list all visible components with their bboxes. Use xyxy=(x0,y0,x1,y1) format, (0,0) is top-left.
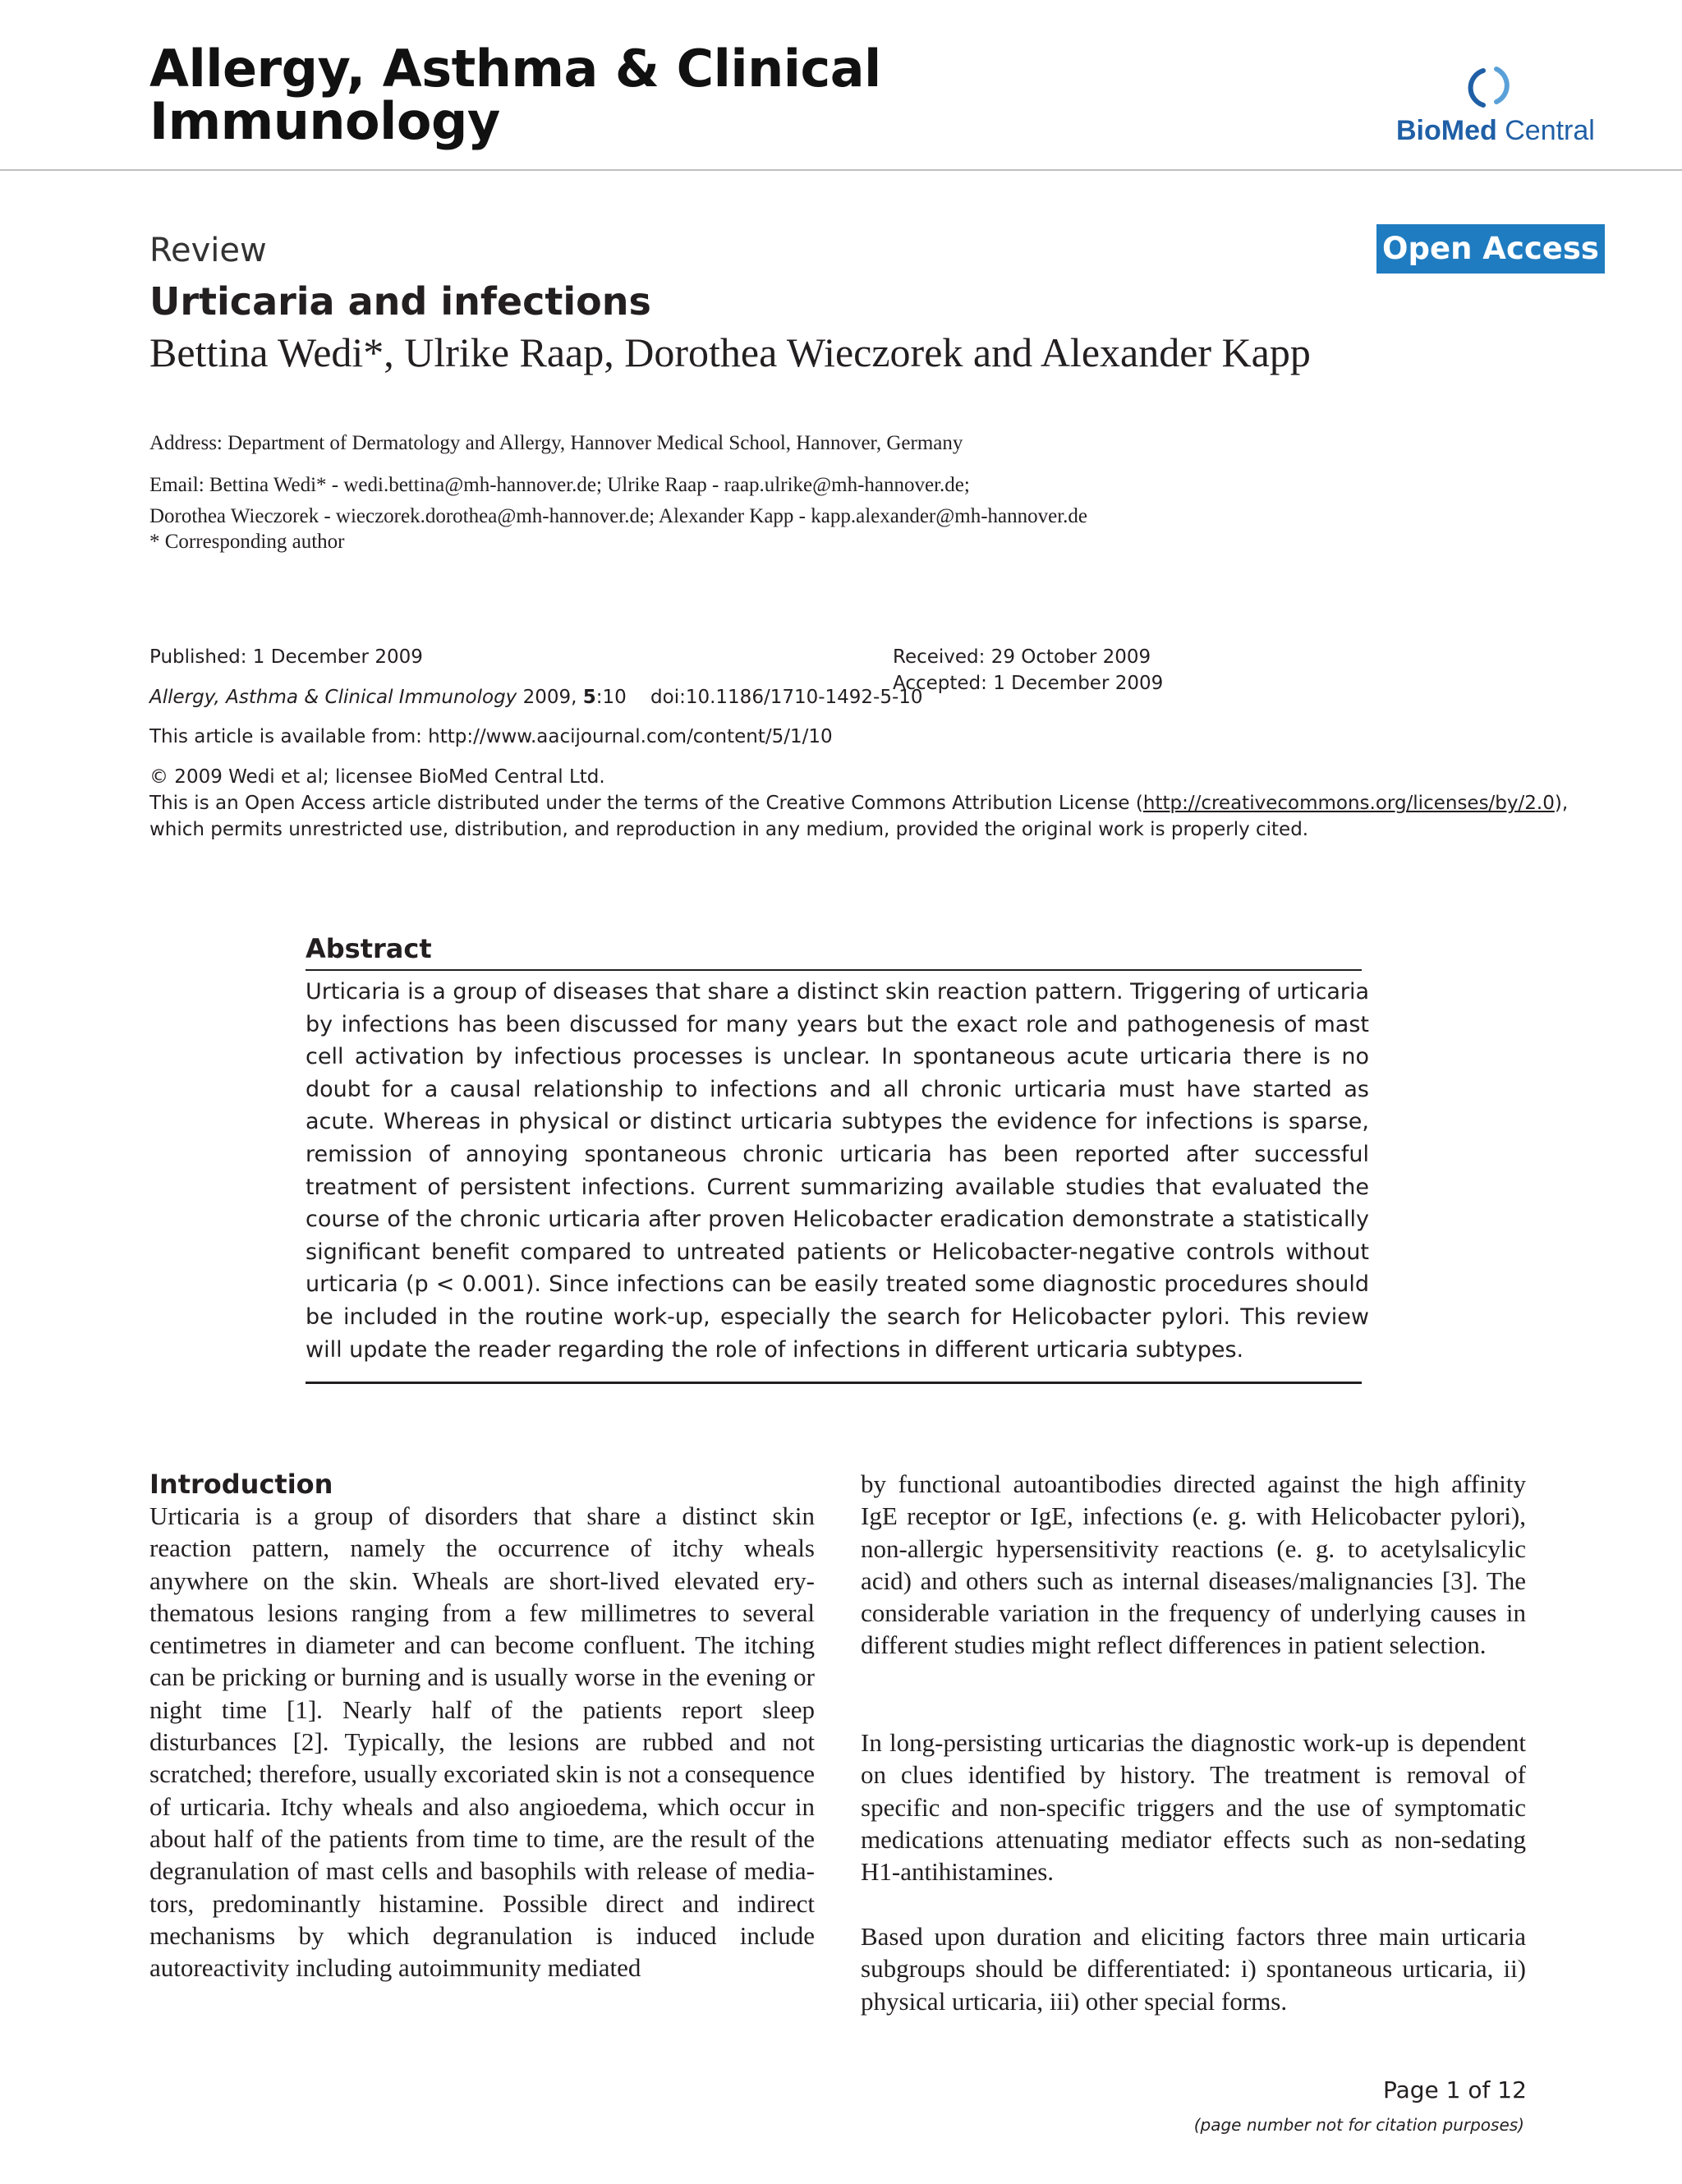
license-text-before: This is an Open Access article distributed under the terms of the Creative Commons Attribution License ( xyxy=(149,793,1143,814)
accepted-date: Accepted: 1 December 2009 xyxy=(893,673,1164,694)
abstract-text: Urticaria is a group of diseases that share a distinct skin reaction pattern. Triggering of urticaria by infections has been discussed for many years but the exact role and pathogenesis of mast cell activation by infectious processes is unclear. In spontaneous acute urticaria there is no doubt for a causal relationship to infections and all chronic urticaria must have started as acute. Whereas in physical or distinct urticaria subtypes the evidence for infections is sparse, remission of annoying spontaneous chronic urticaria has been reported after successful treatment of persistent infections. Current summarizing available studies that evaluated the course of the chronic urticaria after proven Helicobacter eradication demonstrate a statistically significant benefit compared to untreated patients or Helicobacter-negative controls without urticaria (p < 0.001). Since infections can be easily treated some diagnostic procedures should be included in the routine work-up, especially the search for Helicobacter pylori. This review will update the reader regarding the role of infections in different urticaria subtypes. xyxy=(306,979,1370,1363)
right-column-paragraph-2: In long-persisting urticarias the diagnostic work-up is dependent on clues identified by history. The treatment is removal of specific and non-specific triggers and the use of symptomatic medications attenuating mediator effects such as non-sedating H1-antihistamines. xyxy=(861,1728,1526,1887)
received-date: Received: 29 October 2009 xyxy=(893,646,1151,668)
page-number-note: (page number not for citation purposes) xyxy=(1193,2115,1524,2135)
citation-doi: :10 doi:10.1186/1710-1492-5-10 xyxy=(595,687,923,708)
license-text-after: ), xyxy=(1554,793,1569,814)
corresponding-author-note: * Corresponding author xyxy=(149,531,345,553)
abstract-heading: Abstract xyxy=(306,933,432,964)
citation-year: 2009, xyxy=(517,687,583,708)
publisher-name-rest: Central xyxy=(1496,115,1595,146)
right-column-paragraph-1: by functional autoantibodies directed against the high affinity IgE receptor or IgE, infections (e. g. with Helicobacter pylori), non-allergic hypersensitivity reactions (e. g. to acetylsalicylic acid) and others such as internal diseases/malignancies [3]. The considerable variation in the frequency of underlying causes in different studies might reflect differences in patient selection. xyxy=(861,1469,1526,1660)
publisher-name xyxy=(1396,115,1595,147)
article-url-line: This article is available from: http://www.aacijournal.com/content/5/1/10 xyxy=(149,726,833,747)
right-column-paragraph-3: Based upon duration and eliciting factors three main urticaria subgroups should be differentiated: i) spontaneous urticaria, ii) physical urticaria, iii) other special forms. xyxy=(861,1922,1526,2016)
biomed-central-logo-icon xyxy=(1460,64,1526,113)
abstract-bottom-rule xyxy=(306,1382,1362,1384)
license-link[interactable]: http://creativecommons.org/licenses/by/2.0 xyxy=(1142,793,1555,814)
citation-journal: Allergy, Asthma & Clinical Immunology xyxy=(149,687,517,708)
copyright-block xyxy=(149,764,1568,843)
publisher-name-bold: BioMed xyxy=(1396,115,1497,146)
journal-title-line1: Allergy, Asthma & Clinical xyxy=(149,39,881,99)
email-line-1: Email: Bettina Wedi* - wedi.bettina@mh-hannover.de; Ulrike Raap - raap.ulrike@mh-hannover.de; xyxy=(149,474,970,496)
introduction-paragraph-1: Urticaria is a group of disorders that share a distinct skin reaction pattern, namely the occurrence of itchy wheals anywhere on the skin. Wheals are short-lived elevated erythematous lesions ranging from a few millimetres to several centimetres in diameter and can become confluent. The itching can be pricking or burning and is usually worse in the evening or night time [1]. Nearly half of the patients report sleep disturbances [2]. Typically, the lesions are rubbed and not scratched; therefore, usually excoriated skin is not a consequence of urticaria. Itchy wheals and also angioedema, which occur in about half of the patients from time to time, are the result of the degranulation of mast cells and basophils with release of mediators, predominantly histamine. Possible direct and indirect mechanisms by which degranulation is induced include autoreactivity including autoimmunity mediated xyxy=(149,1501,815,1983)
copyright-line: © 2009 Wedi et al; licensee BioMed Central Ltd. xyxy=(149,766,605,788)
article-type: Review xyxy=(149,232,267,269)
citation-line xyxy=(149,687,923,708)
author-address: Address: Department of Dermatology and Allergy, Hannover Medical School, Hannover, Germany xyxy=(149,432,963,454)
author-list: Bettina Wedi*, Ulrike Raap, Dorothea Wieczorek and Alexander Kapp xyxy=(149,329,1311,375)
introduction-heading: Introduction xyxy=(149,1469,333,1500)
open-access-badge: Open Access xyxy=(1376,224,1605,274)
abstract-top-rule xyxy=(306,969,1362,971)
publisher-logo xyxy=(1396,64,1610,154)
license-line xyxy=(149,790,1568,816)
author-emails xyxy=(149,470,1087,532)
journal-title-line2: Immunology xyxy=(149,91,500,151)
published-date: Published: 1 December 2009 xyxy=(149,646,423,668)
email-line-2: Dorothea Wieczorek - wieczorek.dorothea@mh-hannover.de; Alexander Kapp - kapp.alexander@mh-hannover.de xyxy=(149,505,1088,527)
journal-title xyxy=(149,39,1053,151)
article-title: Urticaria and infections xyxy=(149,279,651,324)
header-divider xyxy=(0,169,1682,171)
page-number: Page 1 of 12 xyxy=(1383,2076,1527,2104)
license-terms-line: which permits unrestricted use, distribution, and reproduction in any medium, provided the original work is properly cited. xyxy=(149,819,1309,840)
citation-volume: 5 xyxy=(582,687,596,708)
